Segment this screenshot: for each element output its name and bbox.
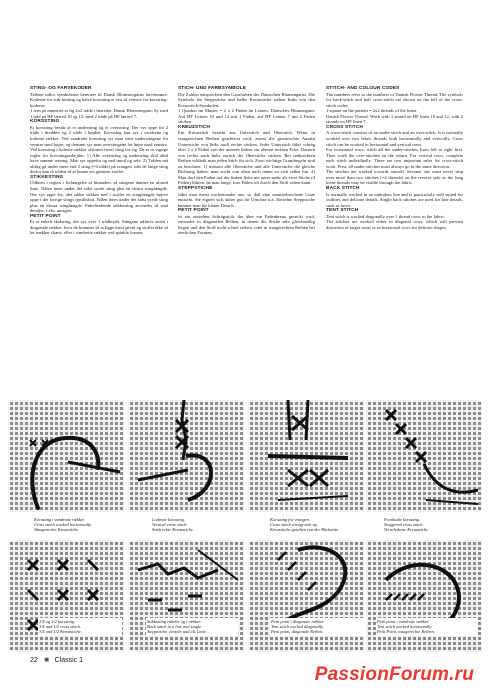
english-cross-heading: CROSS STITCH <box>326 124 363 130</box>
brand-logo-icon: ❀ <box>43 657 50 664</box>
page-number: 22 <box>30 657 38 664</box>
photo-caption-7: Petit point i diagonale rækker. Tent stitch worked diagonally. Petit point, diagonale Reihen. <box>270 618 368 636</box>
magazine-name: Classic 1 <box>54 657 83 664</box>
german-kreuz-heading: KREUZSTICH <box>178 124 210 130</box>
photo-caption-8: Petit point i vandrette rækker. Tent stitch worked horizontally. Petit Point, waagerechte Reihen. <box>376 618 478 636</box>
danish-heading: STING- OG FARVEKODER <box>30 86 92 91</box>
english-back-heading: BACK STITCH <box>326 185 360 191</box>
german-kreuz-text: Ein Kreuzstich besteht aus Unterstich und Oberstich. Wenn in waagerechten Reihen gearbeitet wird, zuerst die gewünschte Anzahl Unterstiche von links nach rechts sticken. Jeder Unterstich führt schräg über 2 x 2 Fäden von der unteren linken zur oberen rechten Ecke. Danach von rechts nach links zurück die Oberstiche sticken. Bei senkrechten Reihen schließt man jeden Stich für sich. Zwei wichtige Grundregeln sind zu beachten: 1) müssen alle Oberstiche und alle Unterstiche die gleiche Richtung haben, man sticht von oben nach unten zu sich selbst hin. 2) Man darf den Faden auf der linken Seite nie unter mehr als zwei Stiche (4 Fäden) führen, da man lange, lose Fäden oft durch den Stoff sehen kann. <box>178 130 315 186</box>
german-stepp-heading: STEPPSTICHE <box>178 185 213 191</box>
danish-stikke-text: Udføres i regien i forlængelse af hinanden, så stingene danner en ubrudt linie. Nålen føres under det sidst syede sting plus en ekstra stinglængde. Der sys oppe fra, idet nålen stikkes ned i stoffet en stinglængde højere oppe i det forrige stings opstikshul. Nålen føres under det sidst syede sting plus en ekstra stinglængde. Enkeltstående stikkesting anvendes til små detaljer, f.eks. ansigter. <box>30 180 168 214</box>
english-heading: STITCH- AND COLOUR CODES <box>326 86 400 91</box>
english-cross-text-3: The stitches are worked towards oneself. Second, one must never skip over more than two stitches (=4 threads) on the reverse side as the long loose threads may be visible through the fabric. <box>326 169 463 186</box>
photo-caption-6: Stikkesting enkelte og i rækker. Back stitch in a line and single. Steppstiche, einzeln und als Linie. <box>146 618 238 636</box>
danish-column <box>30 86 168 236</box>
photo-caption-2: Lodrette korssting. Vertical cross stitch. Senkrechte Kreuzstiche. <box>152 517 194 533</box>
german-petit-text: ist ein einzelner Schrägstich, der über ein Fadenkreuz gestickt wird, entweder in diagonalen Reihen, in denen die Stiche sehr gleichmäßig liegen und den Stoff nicht schief ziehen, oder in waagerechten Reihen bei zierlichen Formen. <box>178 213 315 236</box>
photo-caption-1: Korssting i vandrette rækker. Cross stitch worked horizontally. Waagerechte Kreuzstiche. <box>34 517 92 533</box>
danish-intro: Tallene udfor symbolerne henviser til Dansk Blomstergarns farvenumre. Koderne for stik-kesting og halve korssting er vist til venstre for korssting-koderne. <box>30 91 168 108</box>
danish-kors-heading: KORSSTING <box>30 119 60 125</box>
english-p2: Danish Flower Thread: Work with 1 strand on HF linen 10 and 12, with 2 strands on HF linen 7. <box>326 113 463 125</box>
photo-vertical-cross-stitch <box>128 400 244 512</box>
english-cross-text-2: For horizontal rows, stitch all the under-stitches from left to right first. Then work the over-stitches on the return. For vertical rows, complete each stitch individually. There are two important rules for cross-stitch work. First, all under-stitches must always go in the same direction. <box>326 147 463 169</box>
english-intro: The numbers refer to the numbers of Danish Flower Thread. The symbols for back-stitch and half cross-stitch are shown on the left of the cross-stitch codes. <box>326 91 463 108</box>
photo-staggered-cross-stitch <box>366 400 482 512</box>
english-column <box>326 86 463 230</box>
english-tent-text-2: The stitches are worked either in diagonal rows, which will prevent distortion of larger areas or in horizontal rows for delicate shapes. <box>326 219 463 230</box>
english-tent-text: Tent stitch is worked diagonally over 1 thread cross in the fabric. <box>326 213 446 219</box>
english-cross-text: A cross-stitch consists of an under-stitch and an over-stitch. It is normally worked over two fabric threads both horizontally and vertically. Cross stitch can be worked in horizontal and vertical rows. <box>326 130 463 147</box>
german-petit-heading: PETIT POINT <box>178 208 209 214</box>
danish-petit-text: Er et enkelt skråsting, der sys over 1 trådkryds. Stingene udføres enten i diagonale rækker, hvor de kommer til at ligge mest jævnt og stoffet ikke så let trækker skævt, eller i vandrette rækker ved spinkle former. <box>30 219 168 236</box>
page-footer <box>30 656 83 664</box>
danish-p1: 1 tern på mønstret er lig 2x2 tråde i lærredet. Dansk Blomstergarn: Sy med 1 tråd på HF lærred 10 og 12, med 2 tråde på HF lærred 7. <box>30 108 168 119</box>
danish-kors-text: Et korssting består af et understing og et overstring. Der sys oppe fra 2 tråde i bredden og 2 tråde i højden. Korssting kan sys i vandrette og lodrette rækker. Ved vandrette korssting syr man først understingene fra venstre mod højre; og dernæst syr man overstingene fra højre mod venstre. Ved korssting i lodrette rækker afsluttes hvert sting for sig. De er to vigtige regler for korsstingsarbejder: 1) Alle overstring og understing skal altid have samme retning. Man syr oppefra og ned imod og selv. 2) Tråden må aldrig gå under mere end 2 sting (=4 tråde) på vrangen, idet de lange sting derfor kan få tråden til at kunne ses gennem stoffet. <box>30 124 168 175</box>
german-stepp-text: führt man meist nacheinander aus, so daß eine ununterbrochene Linie entsteht. Sie eignen sich daher gut für Umrisse u.ä. Einzelne Steppstiche benutzt man für kleine Details. <box>178 191 315 208</box>
german-column <box>178 86 315 236</box>
german-heading: STICH- UND FARBSYMBOLE <box>178 86 247 91</box>
photo-caption-3: Korssting fra vrangen. Cross stitch wrong-side up. Kreuzstiche gesehen von der Rückseite. <box>270 517 340 533</box>
photo-caption-4: Forskudte korssting. Staggered cross stitch. Verschobene Kreuzstiche. <box>384 517 429 533</box>
danish-stikke-heading: STIKKESTING <box>30 174 64 180</box>
photo-horizontal-cross-stitch <box>8 400 124 512</box>
photo-caption-5-visible: 3/4 og 1/2 korssting. 3/4 and 1/2 cross stitch. 3/4 und 1/2 Kreuzstiche. <box>38 618 122 636</box>
english-p1: 1 square on the pattern = 2x2 threads of the linen. <box>326 108 418 114</box>
german-intro: Die Zahlen entsprechen den Garnfarben des Dänischen Blumengarns. Die Symbole für Steppstiche und halbe Kreuzstiche stehen links von den Kreuzstich-Symbolen. <box>178 91 315 108</box>
german-p1: 1 Quadrat im Muster = 2 x 2 Fäden im Leinen. Dänisches Blumengarn: Auf HF Leinen 10 und 12 mit 1 Faden, auf HF Leinen 7 mit 2 Fäden sticken. <box>178 108 315 125</box>
needle-thread-illustration <box>8 400 124 512</box>
danish-petit-heading: PETIT POINT <box>30 213 61 219</box>
photo-cross-stitch-wrong-side <box>248 400 364 512</box>
english-tent-heading: TENT STITCH <box>326 208 359 214</box>
english-back-text: Is normally worked in an unbroken line and is particularly well suited for outlines and delicate details. Single back stitches are used for fine details, such as faces. <box>326 191 463 208</box>
watermark: PassionForum.ru <box>314 664 474 685</box>
